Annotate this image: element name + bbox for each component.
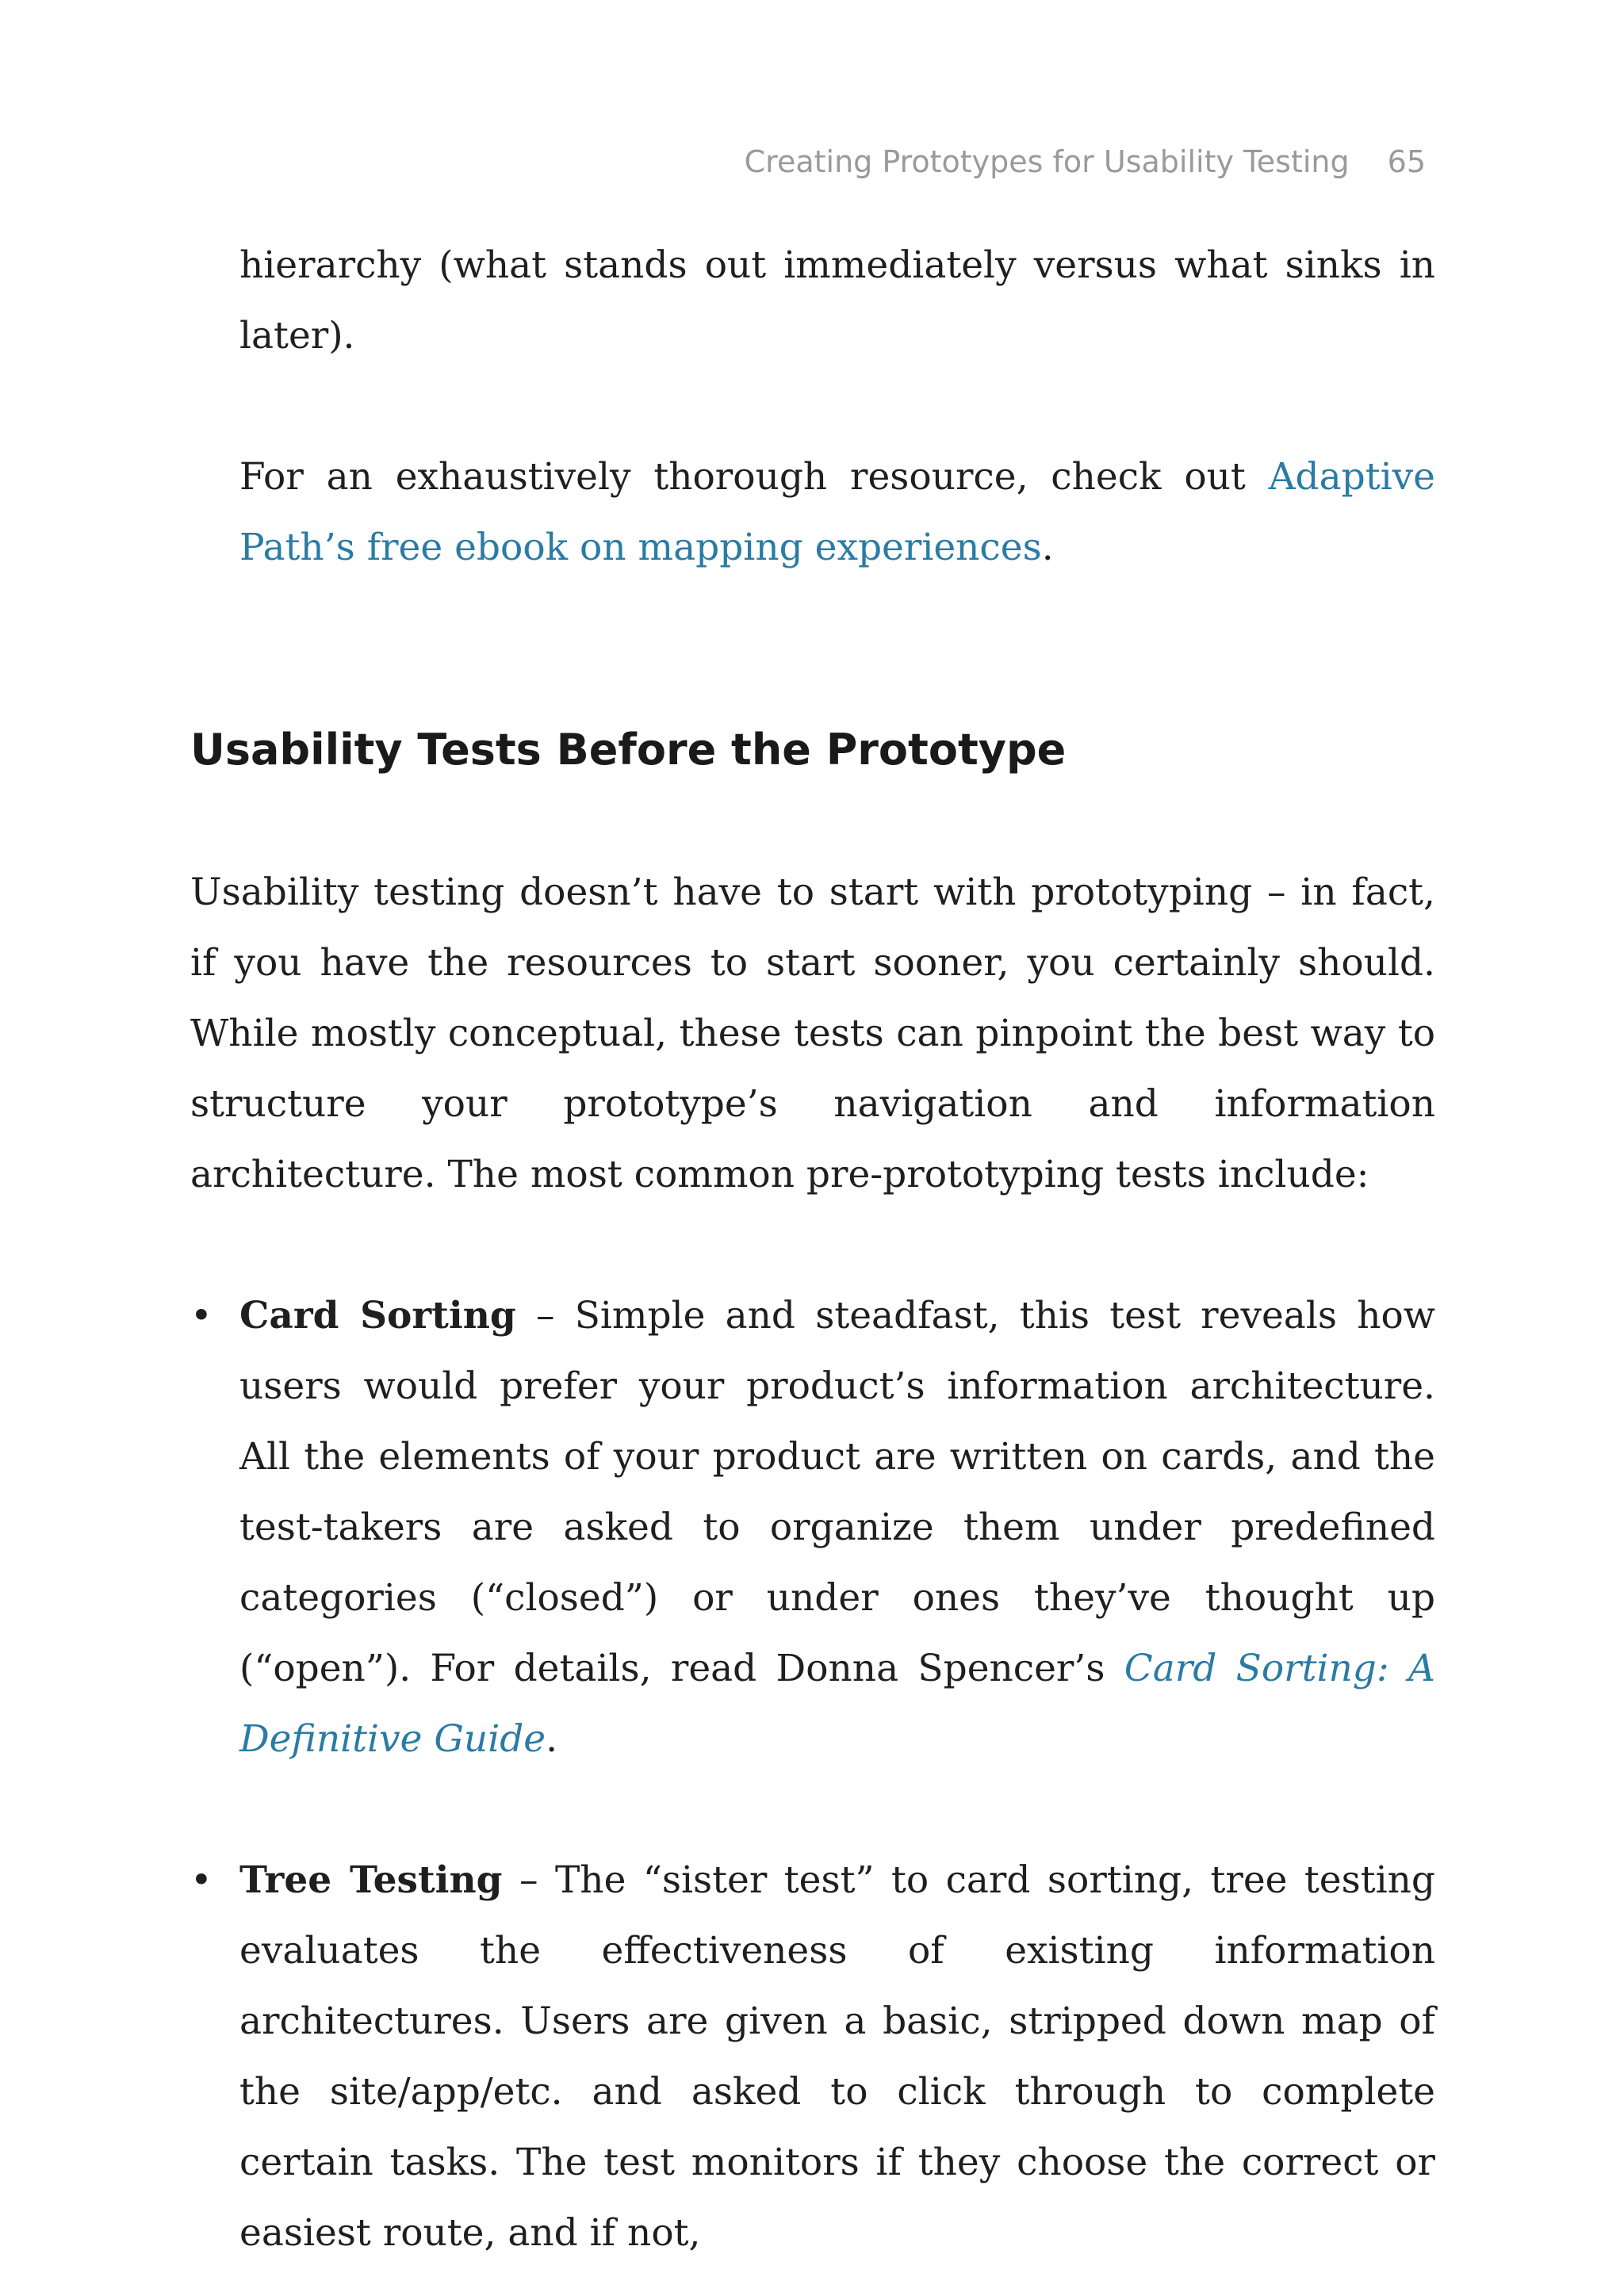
- tree-testing-description: – The “sister test” to card sorting, tree testing evaluates the effectiveness of existing information architectures. Users are given a basic, stripped down map of the site/app/etc. and asked to click through to complete certain tasks. The test monitors if they choose the correct or easiest route, and if not,: [239, 1858, 1436, 2255]
- list-item-card-sorting: [190, 1280, 1435, 1774]
- page-number: 65: [1387, 144, 1426, 179]
- resource-suffix: .: [1041, 526, 1054, 569]
- list-item-tree-testing: [190, 1845, 1435, 2268]
- resource-paragraph: [190, 442, 1435, 583]
- section-heading: Usability Tests Before the Prototype: [190, 725, 1067, 775]
- running-header: [745, 144, 1426, 179]
- card-sorting-description: – Simple and steadfast, this test reveals how users would prefer your product’s information architecture. All the elements of your product are written on cards, and the test-takers are asked to organize them under predefined categories (“closed”) or under ones they’ve thought up (“open”). For details, read Donna Spencer’s: [239, 1294, 1435, 1690]
- section-body-paragraph: Usability testing doesn’t have to start with prototyping – in fact, if you have the resources to start sooner, you certainly should. While mostly conceptual, these tests can pinpoint the best way to structure your prototype’s navigation and information architecture. The most common pre-prototyping tests include:: [190, 871, 1435, 1196]
- term-tree-testing: Tree Testing: [239, 1858, 503, 1902]
- bullet-marker: •: [190, 1294, 213, 1337]
- bullet-marker: •: [190, 1858, 213, 1902]
- card-sorting-guide-link[interactable]: Card Sorting: A Definitive Guide: [239, 1647, 1435, 1761]
- page-content: [190, 230, 1435, 2268]
- test-types-list: [190, 1280, 1435, 2268]
- adaptive-path-link[interactable]: Adaptive Path’s free ebook on mapping experiences: [239, 455, 1435, 569]
- term-card-sorting: Card Sorting: [239, 1294, 516, 1337]
- card-sorting-suffix: .: [546, 1717, 558, 1761]
- resource-prefix: For an exhaustively thorough resource, check out: [239, 455, 1269, 499]
- running-title: Creating Prototypes for Usability Testing: [744, 144, 1350, 179]
- continuation-paragraph: hierarchy (what stands out immediately versus what sinks in later).: [239, 243, 1435, 358]
